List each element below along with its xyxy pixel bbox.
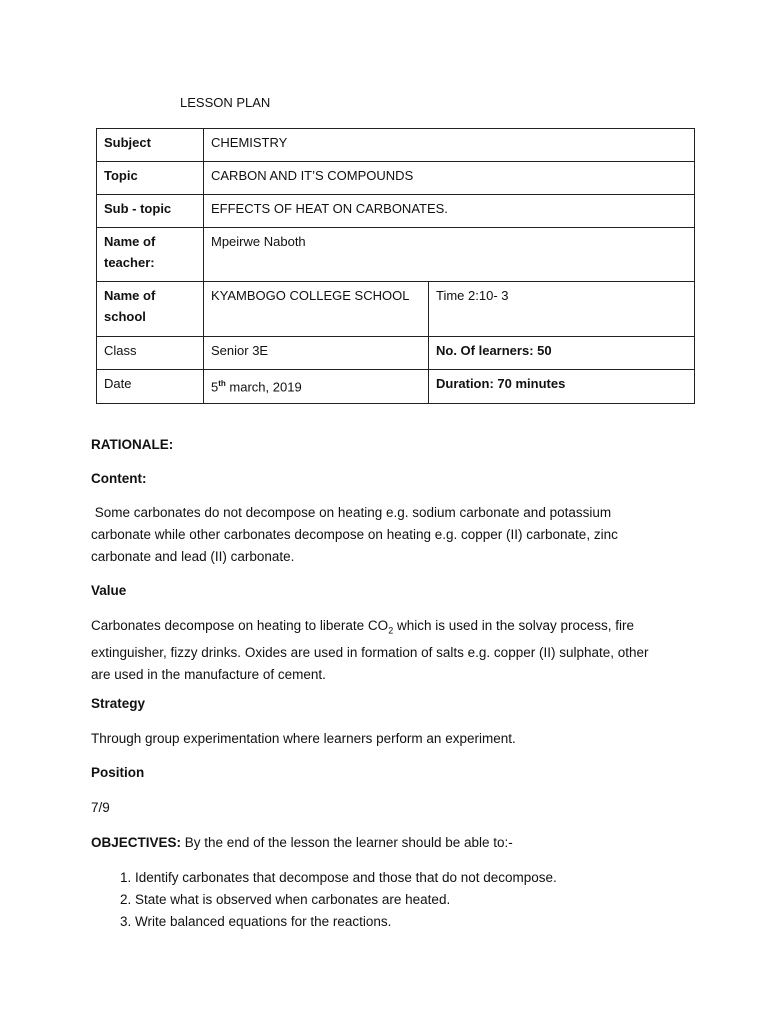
table-row-date — [97, 370, 695, 404]
position-text: 7/9 — [91, 800, 110, 815]
school-label-line2: school — [104, 309, 146, 324]
school-label-line1: Name of — [104, 288, 156, 303]
school-value: KYAMBOGO COLLEGE SCHOOL — [204, 282, 429, 337]
position-heading: Position — [91, 765, 145, 780]
teacher-label-line2: teacher: — [104, 255, 155, 270]
value-text-part2: which is used in the solvay process, fire extinguisher, fizzy drinks. Oxides are used in formation of salts e.g. copper (II) sulphate, other are used in the manufacture of cement. — [91, 618, 649, 682]
teacher-label — [97, 228, 204, 282]
teacher-value: Mpeirwe Naboth — [204, 228, 695, 282]
table-row-teacher — [97, 228, 695, 282]
rationale-heading: RATIONALE: — [91, 437, 174, 452]
date-ordinal: th — [218, 379, 226, 388]
lesson-info-table — [96, 128, 695, 404]
class-label: Class — [97, 337, 204, 370]
value-text — [91, 615, 671, 686]
teacher-label-line1: Name of — [104, 234, 156, 249]
topic-value: CARBON AND IT’S COMPOUNDS — [204, 162, 695, 195]
date-value — [204, 370, 429, 404]
duration-value: Duration: 70 minutes — [429, 370, 695, 404]
table-row-subtopic — [97, 195, 695, 228]
date-label: Date — [97, 370, 204, 404]
topic-label: Topic — [97, 162, 204, 195]
strategy-text: Through group experimentation where learners perform an experiment. — [91, 731, 516, 746]
objectives-list — [91, 867, 695, 933]
class-value: Senior 3E — [204, 337, 429, 370]
subject-label: Subject — [97, 129, 204, 162]
table-row-class — [97, 337, 695, 370]
school-label — [97, 282, 204, 337]
strategy-heading: Strategy — [91, 696, 146, 711]
date-rest: march, 2019 — [225, 379, 302, 395]
table-row-subject — [97, 129, 695, 162]
content-text: Some carbonates do not decompose on heating e.g. sodium carbonate and potassium carbonate while other carbonates decompose on heating e.g. copper (II) carbonate, zinc carbonate and lead (II) carbonate. — [91, 505, 622, 564]
objectives-heading: OBJECTIVES: — [91, 835, 182, 850]
subject-value: CHEMISTRY — [204, 129, 695, 162]
objectives-line — [91, 832, 691, 854]
value-heading: Value — [91, 583, 127, 598]
table-row-topic — [97, 162, 695, 195]
value-text-part1: Carbonates decompose on heating to liberate CO — [91, 618, 389, 633]
date-day: 5 — [211, 379, 219, 395]
list-item: 3. Write balanced equations for the reactions. — [135, 911, 695, 933]
subtopic-label: Sub - topic — [97, 195, 204, 228]
time-value: Time 2:10- 3 — [429, 282, 695, 337]
learners-count: No. Of learners: 50 — [429, 337, 695, 370]
co2-subscript: 2 — [388, 625, 394, 636]
content-heading: Content: — [91, 471, 147, 486]
objectives-intro: By the end of the lesson the learner should be able to:- — [181, 835, 513, 850]
table-row-school — [97, 282, 695, 337]
list-item: 1. Identify carbonates that decompose and those that do not decompose. — [135, 867, 695, 889]
list-item: 2. State what is observed when carbonates are heated. — [135, 889, 695, 911]
subtopic-value: EFFECTS OF HEAT ON CARBONATES. — [204, 195, 695, 228]
page-title: LESSON PLAN — [180, 95, 271, 110]
